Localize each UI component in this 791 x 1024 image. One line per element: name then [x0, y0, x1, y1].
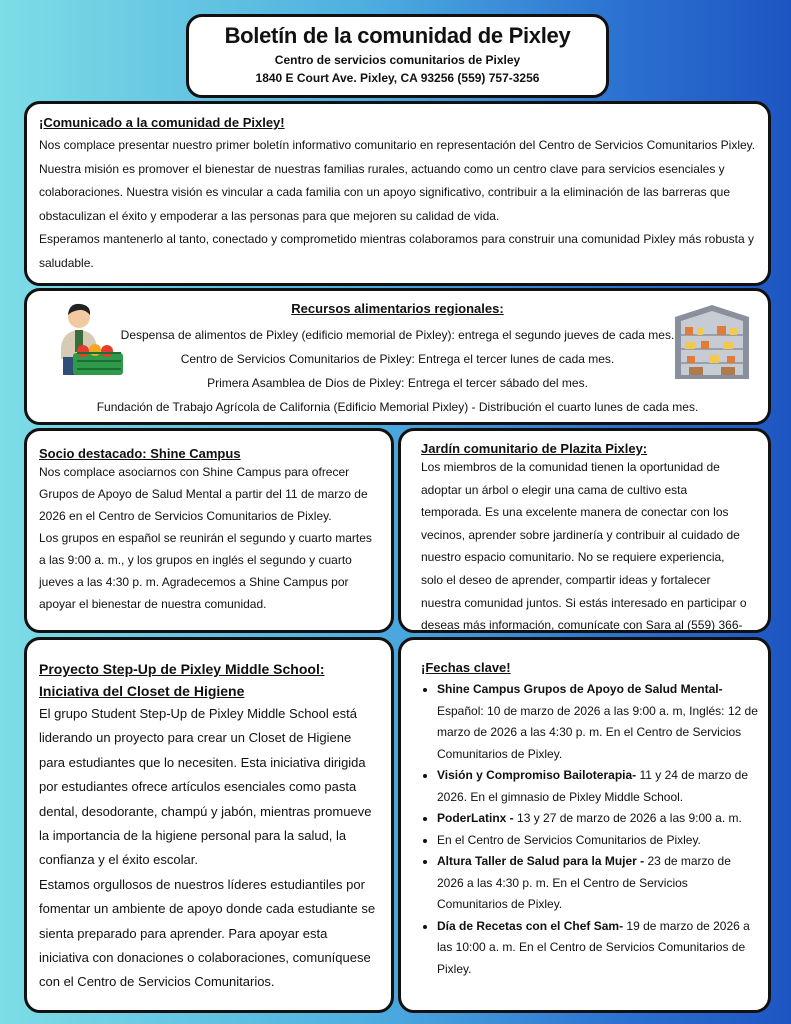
- list-item: • Shine Campus Grupos de Apoyo de Salud Mental- Español: 10 de marzo de 2026 a las 9:00 a. m, Inglés: 12 de marzo de 2026 a las 4:30 p. m. En el Centro de Servicios Comunitarios de Pixley.: [437, 679, 760, 765]
- newsletter-title: Boletín de la comunidad de Pixley: [224, 23, 571, 48]
- featured-partner-paragraph-2: Los grupos en español se reunirán el segundo y cuarto martes a las 9:00 a. m., y los grupos en inglés el segundo y cuarto jueves a las 4:30 p. m. Agradecemos a Shine Campus por apoyar el bienestar de nuestra comunidad.: [39, 531, 372, 611]
- list-item: • Altura Taller de Salud para la Mujer - 23 de marzo de 2026 a las 4:30 p. m. En el Centro de Servicios Comunitarios de Pixley.: [437, 851, 760, 916]
- food-resource-line: Centro de Servicios Comunitarios de Pixley: Entrega el tercer lunes de cada mes.: [180, 352, 615, 366]
- list-item: • Visión y Compromiso Bailoterapia- 11 y 24 de marzo de 2026. En el gimnasio de Pixley Middle School.: [437, 765, 760, 808]
- community-garden-section: [398, 428, 771, 633]
- community-garden-title: Jardín comunitario de Plazita Pixley:: [421, 441, 648, 456]
- key-dates-list: [421, 679, 760, 980]
- newsletter-address: 1840 E Court Ave. Pixley, CA 93256 (559) 757-3256: [255, 71, 540, 85]
- key-dates-title: ¡Fechas clave!: [421, 660, 511, 675]
- featured-partner-section: [24, 428, 394, 633]
- food-resource-line: Despensa de alimentos de Pixley (edificio memorial de Pixley): entrega el segundo jueves de cada mes.: [120, 328, 675, 342]
- food-resource-line: Fundación de Trabajo Agrícola de California (Edificio Memorial Pixley) - Distribución el cuarto lunes de cada mes.: [96, 400, 699, 414]
- newsletter-subtitle: Centro de servicios comunitarios de Pixley: [274, 53, 521, 67]
- list-item: • En el Centro de Servicios Comunitarios de Pixley.: [437, 830, 760, 852]
- intro-paragraph-1: Nos complace presentar nuestro primer boletín informativo comunitario en representación del Centro de Servicios Comunitarios Pixley. Nuestra misión es promover el bienestar de nuestras familias rurales, actuando como un centro clave para servicios esenciales y colaboraciones. Nuestra visión es vincular a cada familia con un apoyo significativo, contribuir a la eliminación de las barreras que obstaculizan el éxito y empoderar a las personas para que mejoren su calidad de vida.: [39, 138, 756, 223]
- featured-partner-title: Socio destacado: Shine Campus: [39, 446, 241, 461]
- key-dates-section: [398, 637, 771, 1013]
- food-resource-line: Primera Asamblea de Dios de Pixley: Entrega el tercer sábado del mes.: [207, 376, 588, 390]
- hygiene-closet-title: Proyecto Step-Up de Pixley Middle School: Iniciativa del Closet de Higiene: [39, 661, 325, 699]
- featured-partner-paragraph-1: Nos complace asociarnos con Shine Campus para ofrecer Grupos de Apoyo de Salud Mental a partir del 11 de marzo de 2026 en el Centro de Servicios Comunitarios de Pixley.: [39, 465, 368, 523]
- list-item: • Día de Recetas con el Chef Sam- 19 de marzo de 2026 a las 10:00 a. m. En el Centro de Servicios Comunitarios de Pixley.: [437, 916, 760, 981]
- list-item: • PoderLatinx - 13 y 27 de marzo de 2026 a las 9:00 a. m.: [437, 808, 760, 830]
- newsletter-header: [186, 14, 609, 98]
- hygiene-closet-paragraph-1: El grupo Student Step-Up de Pixley Middle School está liderando un proyecto para crear un Closet de Higiene para estudiantes que lo necesiten. Esta iniciativa dirigida por estudiantes ofrece artículos esenciales como pasta dental, desodorante, champú y jabón, mientras promueve la importancia de la higiene personal para la salud, la confianza y el éxito escolar.: [39, 706, 372, 868]
- food-resources-section: [24, 288, 771, 425]
- hygiene-closet-section: [24, 637, 394, 1013]
- intro-section: [24, 101, 771, 286]
- intro-paragraph-2: Esperamos mantenerlo al tanto, conectado y comprometido mientras colaboramos para construir una comunidad Pixley más robusta y saludable.: [39, 232, 755, 270]
- food-resources-title: Recursos alimentarios regionales:: [291, 301, 504, 316]
- intro-title: ¡Comunicado a la comunidad de Pixley!: [39, 115, 285, 130]
- hygiene-closet-paragraph-2: Estamos orgullosos de nuestros líderes estudiantiles por fomentar un ambiente de apoyo donde cada estudiante se sienta preparado para aprender. Para apoyar esta iniciativa con donaciones o colaboraciones, comuníquese con el Centro de Servicios Comunitarios.: [39, 876, 376, 990]
- community-garden-body: Los miembros de la comunidad tienen la oportunidad de adoptar un árbol o elegir una cama de cultivo esta temporada. Es una excelente manera de conectar con los vecinos, aprender sobre jardinería y contribuir al cuidado de nuestro espacio comunitario. No se requiere experiencia, solo el deseo de aprender, compartir ideas y fortalecer nuestra comunidad juntos. Si estás interesado en participar o deseas más información, comunícate con Sara al (559) 366-: [421, 456, 748, 659]
